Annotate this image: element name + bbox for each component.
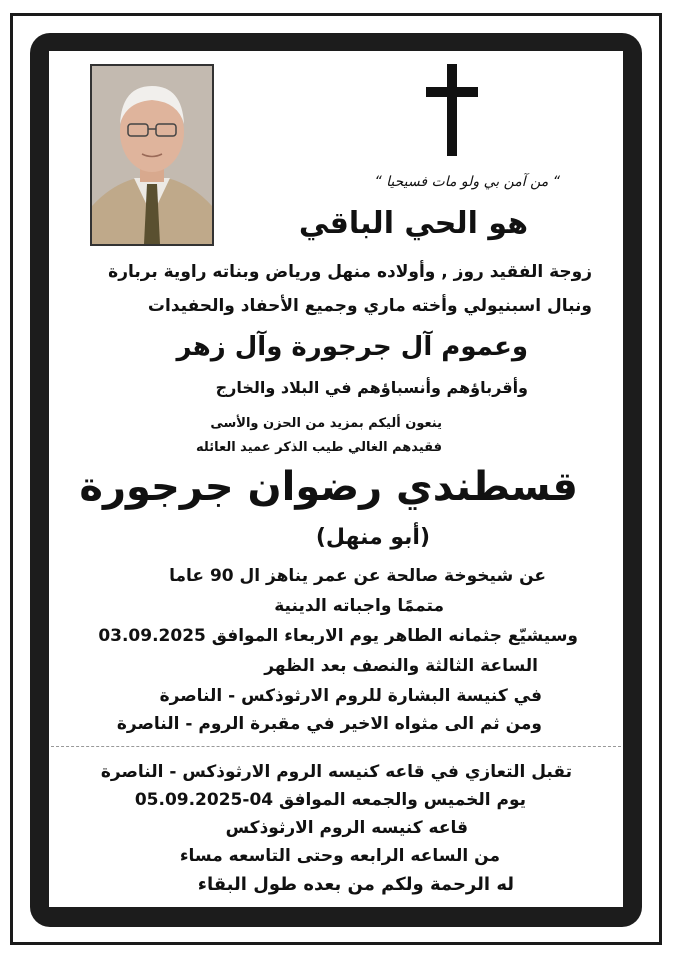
family-line-1: زوجة الفقيد روز , وأولاده منهل ورياض وبناته راوية بربارة [108,262,592,282]
funeral-line-2: الساعة الثالثة والنصف بعد الظهر [264,656,538,676]
family-line-2: ونبال اسبنيولي وأخته ماري وجميع الأحفاد والحفيدات [147,296,592,316]
condolences-line-1: تقبل التعازي في قاعه كنيسه الروم الارثوذكس - الناصرة [100,762,572,782]
deceased-name: قسطندي رضوان جرجورة [79,464,578,510]
section-divider [51,746,621,747]
relatives-line: وأقرباؤهم وأنسباؤهم في البلاد والخارج [215,378,528,397]
age-line: عن شيخوخة صالحة عن عمر يناهز ال 90 عاما [169,566,546,586]
funeral-line-3: في كنيسة البشارة للروم الارثوذكس - الناصرة [159,686,542,706]
condolences-line-3: قاعه كنيسه الروم الارثوذكس [225,818,468,838]
bible-quote: “ من آمن بي ولو مات فسيحيا “ [374,174,560,190]
uncles-line: وعموم آل جرجورة وآل زهر [176,332,528,362]
funeral-line-1: وسيشيّع جثمانه الطاهر يوم الاربعاء الموافق 03.09.2025 [98,626,578,646]
condolences-line-4: من الساعه الرابعه وحتى التاسعه مساء [179,846,500,866]
funeral-line-4: ومن ثم الى مثواه الاخير في مقبرة الروم - الناصرة [116,714,542,734]
cross-icon [426,64,478,156]
announce-line-2: فقيدهم الغالي طيب الذكر عميد العائله [196,440,442,455]
heading: هو الحي الباقي [298,206,528,241]
announce-line-1: ينعون أليكم بمزيد من الحزن والأسى [210,416,442,431]
deceased-nickname: (أبو منهل) [315,525,430,550]
portrait-image [92,66,212,244]
faith-line: متممًا واجباته الدينية [274,596,444,616]
portrait-photo [90,64,214,246]
closing-line: له الرحمة ولكم من بعده طول البقاء [197,874,514,895]
condolences-line-2: يوم الخميس والجمعه الموافق 04-05.09.2025 [134,790,526,810]
